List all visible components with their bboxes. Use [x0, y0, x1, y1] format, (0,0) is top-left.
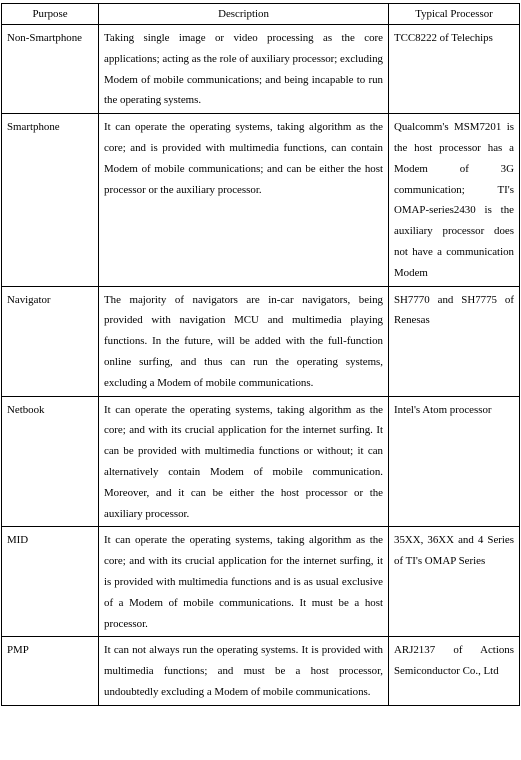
table-header-row — [2, 4, 520, 25]
processor-cell — [389, 25, 520, 114]
description-text: It can not always run the operating systems. It is provided with multimedia functions; and must be a host processor, undoubtedly excluding a Modem of mobile communications. — [104, 644, 383, 698]
purpose-cell — [2, 637, 99, 705]
purpose-text: Smartphone — [7, 121, 60, 134]
description-text: Taking single image or video processing as the core applications; acting as the role of auxiliary processor; excluding Modem of mobile communications; and being incapable to run the operating systems. — [104, 32, 383, 107]
description-cell — [99, 25, 389, 114]
processor-text: TCC8222 of Telechips — [394, 32, 493, 44]
header-typical-processor: Typical Processor — [389, 4, 520, 25]
processor-text: Qualcomm's MSM7201 is the host processor has a Modem of 3G communication; TI's OMAP-series2430 is the auxiliary processor does not have a communication Modem — [394, 121, 514, 279]
processor-cell — [389, 637, 520, 705]
header-description: Description — [99, 4, 389, 25]
purpose-text: Non-Smartphone — [7, 32, 83, 44]
processor-cell — [389, 527, 520, 637]
purpose-text: Netbook — [7, 403, 45, 416]
description-cell — [99, 637, 389, 705]
table-row — [2, 286, 520, 396]
purpose-text: PMP — [7, 644, 29, 657]
processor-cell — [389, 286, 520, 396]
description-cell — [99, 527, 389, 637]
table-row — [2, 527, 520, 637]
processor-comparison-table — [1, 3, 520, 706]
table-row — [2, 25, 520, 114]
processor-text: 35XX, 36XX and 4 Series of TI's OMAP Series — [394, 534, 514, 568]
description-cell — [99, 286, 389, 396]
processor-cell — [389, 114, 520, 286]
table-row — [2, 396, 520, 527]
description-text: It can operate the operating systems, taking algorithm as the core; and is provided with multimedia functions, can contain Modem of mobile communications; and can be either the host processor or the auxiliary processor. — [104, 121, 383, 196]
purpose-cell — [2, 114, 99, 286]
purpose-cell — [2, 527, 99, 637]
purpose-text: Navigator — [7, 293, 51, 306]
description-cell — [99, 396, 389, 527]
purpose-cell — [2, 286, 99, 396]
processor-cell — [389, 396, 520, 527]
processor-text: SH7770 and SH7775 of Renesas — [394, 293, 514, 327]
purpose-text: MID — [7, 534, 29, 547]
description-cell — [99, 114, 389, 286]
header-purpose: Purpose — [2, 4, 99, 25]
processor-text: ARJ2137 of Actions Semiconductor Co., Ltd — [394, 644, 514, 678]
description-text: It can operate the operating systems, taking algorithm as the core; and with its crucial application for the internet surfing. It can be provided with multimedia functions or without; it can alternatively contain Modem of mobile communication. Moreover, and it can be either the host processor or the auxiliary processor. — [104, 403, 383, 520]
purpose-cell — [2, 25, 99, 114]
table-row — [2, 637, 520, 705]
description-text: It can operate the operating systems, taking algorithm as the core; and with its crucial application for the internet surfing, it is provided with multimedia functions and is as usual exclusive of a Modem of mobile communications. It must be a host processor. — [104, 534, 383, 630]
description-text: The majority of navigators are in-car navigators, being provided with navigation MCU and multimedia playing functions. In the future, will be added with the full-function online surfing, and thus can run the operating systems, excluding a Modem of mobile communications. — [104, 293, 383, 389]
table-row — [2, 114, 520, 286]
processor-text: Intel's Atom processor — [394, 403, 492, 416]
purpose-cell — [2, 396, 99, 527]
